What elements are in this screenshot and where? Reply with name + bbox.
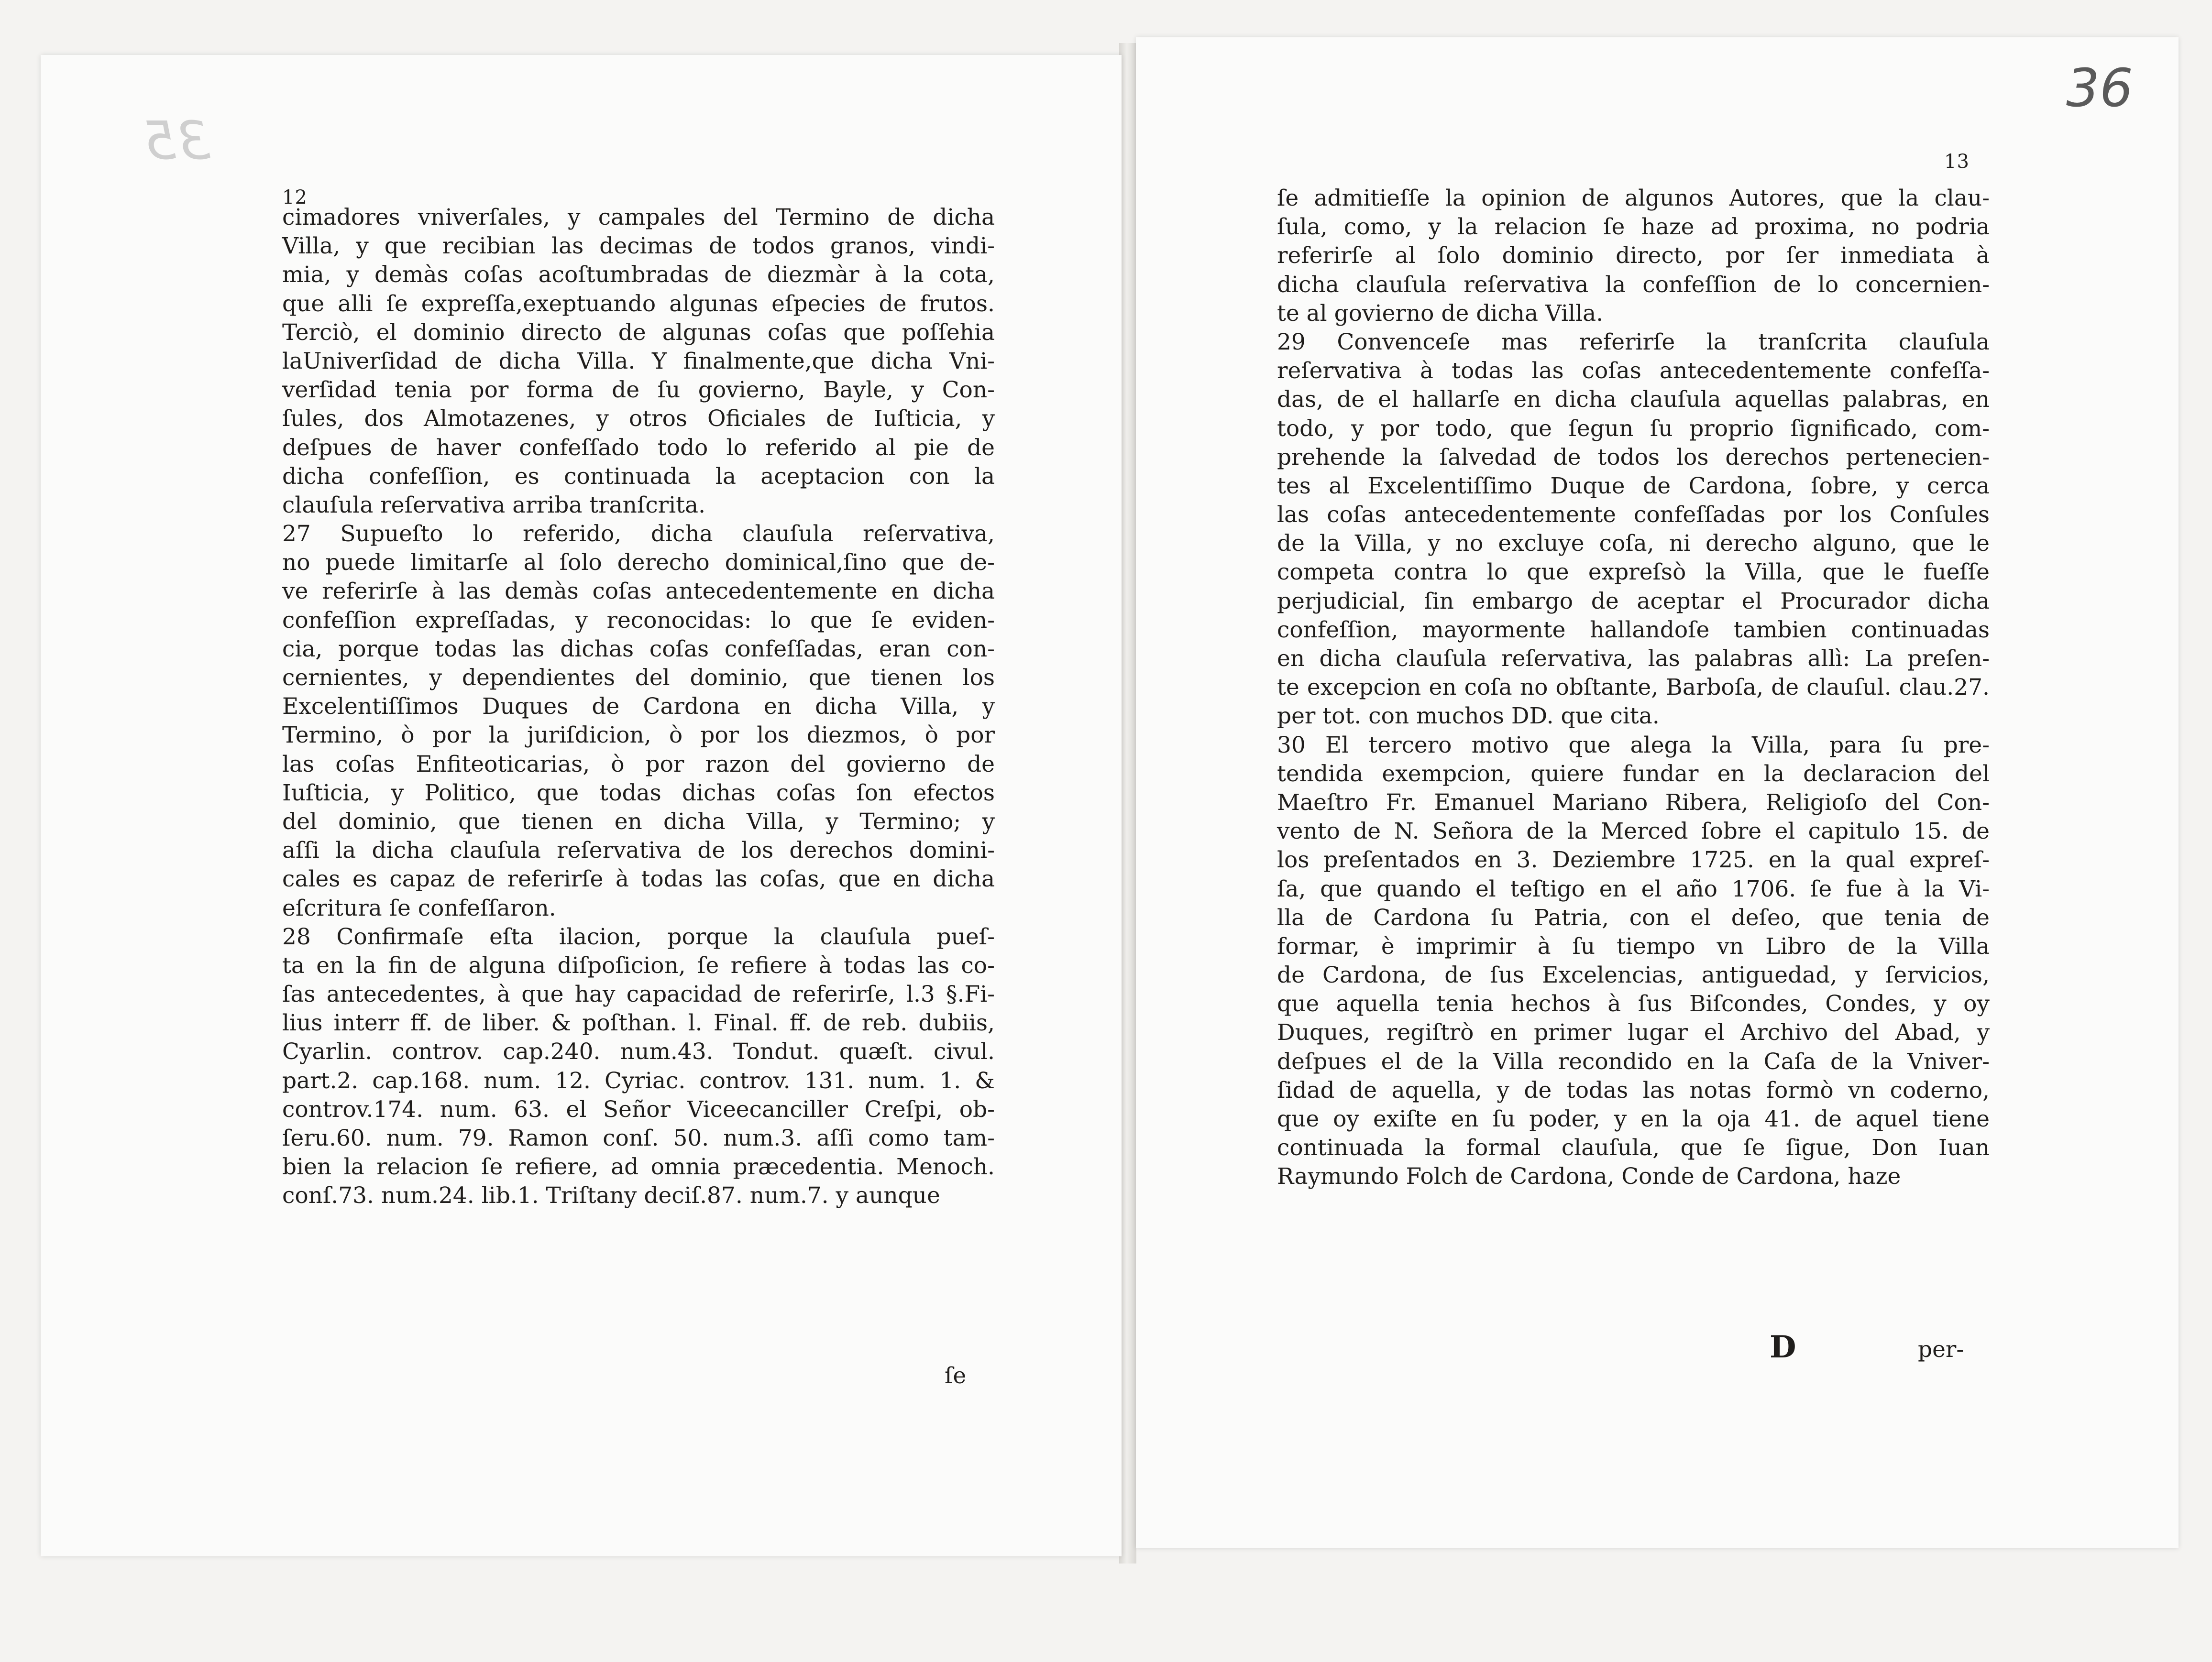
text-line: bien la relacion ſe refiere, ad omnia præcedentia. Menoch.: [282, 1154, 995, 1181]
book-gutter: [1119, 43, 1136, 1564]
text-line: Raymundo Folch de Cardona, Conde de Cardona, haze: [1277, 1163, 1901, 1190]
text-line: tendida exempcion, quiere fundar en la declaracion del: [1277, 760, 1990, 787]
left-handwritten-folio: 35: [143, 110, 210, 171]
text-line: formar, è imprimir à ſu tiempo vn Libro de la Villa: [1277, 933, 1990, 960]
text-line: del dominio, que tienen en dicha Villa, y Termino; y: [282, 808, 995, 835]
text-line: mia, y demàs coſas acoſtumbradas de diezmàr à la cota,: [282, 262, 995, 288]
text-line: Villa, y que recibian las decimas de todos granos, vindi-: [282, 233, 995, 260]
text-line: las coſas antecedentemente confeſſadas por los Conſules: [1277, 502, 1990, 528]
text-line: das, de el hallarſe en dicha clauſula aquellas palabras, en: [1277, 386, 1990, 413]
text-line: Maeſtro Fr. Emanuel Mariano Ribera, Religioſo del Con-: [1277, 789, 1990, 816]
text-line: verſidad tenia por forma de ſu govierno, Bayle, y Con-: [282, 377, 995, 404]
text-line: no puede limitarſe al ſolo derecho dominical,ſino que de-: [282, 549, 995, 576]
text-line: de la Villa, y no excluye coſa, ni derecho alguno, que le: [1277, 530, 1990, 557]
text-line: eſcritura ſe confeſſaron.: [282, 895, 556, 921]
text-line: continuada la formal clauſula, que ſe ſigue, Don Iuan: [1277, 1135, 1990, 1161]
text-line: las coſas Enfiteoticarias, ò por razon del govierno de: [282, 751, 995, 777]
text-line: ſula, como, y la relacion ſe haze ad proxima, no podria: [1277, 214, 1990, 241]
text-line: perjudicial, ſin embargo de aceptar el Procurador dicha: [1277, 588, 1990, 614]
text-line: cernientes, y dependientes del dominio, que tienen los: [282, 665, 995, 691]
text-line: tes al Excelentiſſimo Duque de Cardona, ſobre, y cerca: [1277, 472, 1990, 499]
text-line: en dicha clauſula reſervativa, las palabras allì: La preſen-: [1277, 645, 1990, 672]
right-text-column: [1277, 184, 1990, 1192]
text-line: laUniverſidad de dicha Villa. Y finalmente,que dicha Vni-: [282, 348, 995, 374]
right-page-number: 13: [1944, 151, 1970, 173]
text-line: vento de N. Señora de la Merced ſobre el capitulo 15. de: [1277, 818, 1990, 845]
text-line: reſervativa à todas las coſas antecedentemente confeſſa-: [1277, 358, 1990, 384]
text-line: ſa, que quando el teſtigo en el año 1706. ſe fue à la Vi-: [1277, 875, 1990, 902]
right-handwritten-folio: 36: [2066, 57, 2133, 119]
text-line: 28 Confirmaſe eſta ilacion, porque la clauſula pueſ-: [282, 923, 995, 950]
text-line: deſpues el de la Villa recondido en la Caſa de la Vniver-: [1277, 1048, 1990, 1075]
text-line: part.2. cap.168. num. 12. Cyriac. controv. 131. num. 1. &: [282, 1067, 995, 1094]
text-line: que oy exiſte en ſu poder, y en la oja 41. de aquel tiene: [1277, 1106, 1990, 1132]
text-line: Termino, ò por la juriſdicion, ò por los diezmos, ò por: [282, 722, 995, 749]
text-line: los preſentados en 3. Deziembre 1725. en la qual expreſ-: [1277, 847, 1990, 874]
text-line: confeſſion, mayormente hallandoſe tambien continuadas: [1277, 616, 1990, 643]
text-line: ve referirſe à las demàs coſas antecedentemente en dicha: [282, 578, 995, 605]
text-line: que alli ſe expreſſa,exeptuando algunas eſpecies de frutos.: [282, 290, 995, 317]
text-line: cia, porque todas las dichas coſas confeſſadas, eran con-: [282, 635, 995, 662]
text-line: ſe admitieſſe la opinion de algunos Autores, que la clau-: [1277, 185, 1990, 211]
text-line: per tot. con muchos DD. que cita.: [1277, 703, 1660, 730]
text-line: referirſe al ſolo dominio directo, por ſer inmediata à: [1277, 242, 1990, 269]
right-catchword: per-: [1918, 1336, 1964, 1363]
text-line: aſſi la dicha clauſula reſervativa de los derechos domini-: [282, 837, 995, 864]
text-line: ta en la fin de alguna diſpoſicion, ſe refiere à todas las co-: [282, 952, 995, 979]
text-line: conſ.73. num.24. lib.1. Triſtany deciſ.87. num.7. y aunque: [282, 1182, 940, 1209]
left-text-column: [282, 203, 995, 1211]
text-line: cimadores vniverſales, y campales del Termino de dicha: [282, 204, 995, 230]
text-line: competa contra lo que expreſsò la Villa, que le fueſſe: [1277, 559, 1990, 586]
text-line: todo, y por todo, que ſegun ſu proprio ſignificado, com-: [1277, 415, 1990, 442]
text-line: ſidad de aquella, y de todas las notas formò vn coderno,: [1277, 1077, 1990, 1104]
text-line: cales es capaz de referirſe à todas las coſas, que en dicha: [282, 866, 995, 893]
text-line: controv.174. num. 63. el Señor Viceecanciller Creſpi, ob-: [282, 1096, 995, 1123]
text-line: que aquella tenia hechos à ſus Biſcondes, Condes, y oy: [1277, 991, 1990, 1017]
text-line: 30 El tercero motivo que alega la Villa, para ſu pre-: [1277, 732, 1990, 758]
text-line: ſas antecedentes, à que hay capacidad de referirſe, l.3 §.Fi-: [282, 981, 995, 1008]
text-line: Excelentiſſimos Duques de Cardona en dicha Villa, y: [282, 693, 995, 720]
text-line: Duques, regiſtrò en primer lugar el Archivo del Abad, y: [1277, 1019, 1990, 1046]
text-line: Iuſticia, y Politico, que todas dichas coſas ſon efectos: [282, 779, 995, 806]
text-line: Terciò, el dominio directo de algunas coſas que poſſehia: [282, 319, 995, 346]
text-line: te excepcion en coſa no obſtante, Barboſa, de clauſul. clau.27.: [1277, 674, 1990, 701]
text-line: te al govierno de dicha Villa.: [1277, 300, 1604, 327]
left-catchword: ſe: [945, 1363, 967, 1389]
text-line: lla de Cardona ſu Patria, con el deſeo, que tenia de: [1277, 904, 1990, 931]
text-line: lius interr ff. de liber. & poſthan. l. Final. ff. de reb. dubiis,: [282, 1010, 995, 1037]
text-line: deſpues de haver confeſſado todo lo referido al pie de: [282, 434, 995, 461]
right-signature-mark: D: [1770, 1329, 1796, 1365]
text-line: dicha confeſſion, es continuada la aceptacion con la: [282, 463, 995, 490]
text-line: clauſula reſervativa arriba tranſcrita.: [282, 492, 706, 518]
text-line: 27 Supueſto lo referido, dicha clauſula reſervativa,: [282, 521, 995, 547]
text-line: de Cardona, de ſus Excelencias, antiguedad, y ſervicios,: [1277, 962, 1990, 989]
text-line: prehende la ſalvedad de todos los derechos pertenecien-: [1277, 444, 1990, 470]
text-line: dicha clauſula reſervativa la confeſſion de lo concernien-: [1277, 271, 1990, 298]
left-page-number: 12: [282, 186, 308, 208]
text-line: confeſſion expreſſadas, y reconocidas: lo que ſe eviden-: [282, 607, 995, 634]
text-line: Cyarlin. controv. cap.240. num.43. Tondut. quæſt. civul.: [282, 1039, 995, 1065]
text-line: ſules, dos Almotazenes, y otros Oficiales de Iuſticia, y: [282, 405, 995, 432]
text-line: 29 Convenceſe mas referirſe la tranſcrita clauſula: [1277, 328, 1990, 355]
text-line: ſeru.60. num. 79. Ramon conſ. 50. num.3. aſſi como tam-: [282, 1125, 995, 1151]
